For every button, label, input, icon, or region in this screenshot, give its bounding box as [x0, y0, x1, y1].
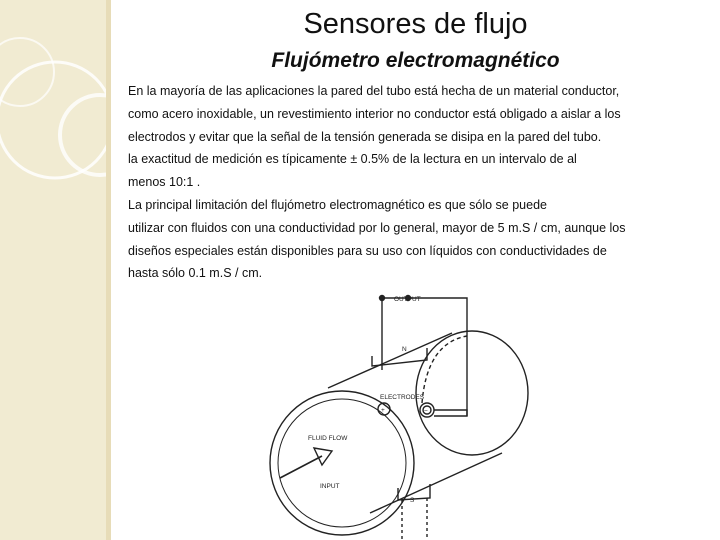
body-line: utilizar con fluidos con una conductividad por lo general, mayor de 5 m.S / cm, aunque los: [128, 220, 626, 235]
hidden-edge: [422, 336, 467, 403]
pipe-lower-edge: [370, 453, 502, 513]
body-line: menos 10:1 .: [128, 175, 201, 190]
body-paragraph: [128, 80, 688, 285]
magnet-s-label: S: [410, 497, 415, 504]
electrode-lead: [434, 410, 467, 416]
decorative-sidebar: [0, 0, 111, 540]
fluid-flow-label: FLUID FLOW: [308, 435, 348, 442]
plus-sign: +: [381, 407, 385, 414]
body-line: la exactitud de medición es típicamente ± 0.5% de la lectura en un intervalo de al: [128, 152, 577, 167]
minus-sign: −: [424, 408, 428, 415]
body-line: hasta sólo 0.1 m.S / cm.: [128, 266, 263, 281]
electrodes-label: ELECTRODES: [380, 394, 425, 401]
pipe-front-inner: [278, 399, 406, 527]
decorative-circles: [0, 0, 111, 540]
pipe-front-end: [270, 391, 414, 535]
pipe-back-end: [416, 331, 528, 455]
body-line: electrodos y evitar que la señal de la tensión generada se disipa en la pared del tubo.: [128, 129, 602, 144]
body-line: La principal limitación del flujómetro electromagnético es que sólo se puede: [128, 197, 547, 212]
body-line: diseños especiales están disponibles para su uso con líquidos con conductividades de: [128, 243, 607, 258]
flow-arrow-head: [314, 448, 332, 465]
page-title: Sensores de flujo: [303, 8, 528, 40]
body-line: como acero inoxidable, un revestimiento interior no conductor está obligado a aislar a los: [128, 106, 621, 121]
flow-arrow-shaft: [280, 456, 322, 478]
body-line: En la mayoría de las aplicaciones la pared del tubo está hecha de un material conductor,: [128, 84, 620, 98]
page-subtitle: Flujómetro electromagnético: [271, 49, 560, 72]
input-label: INPUT: [320, 483, 340, 490]
flowmeter-diagram: [262, 288, 532, 540]
output-label: OUTPUT: [394, 296, 421, 303]
magnet-n-label: N: [402, 346, 407, 353]
